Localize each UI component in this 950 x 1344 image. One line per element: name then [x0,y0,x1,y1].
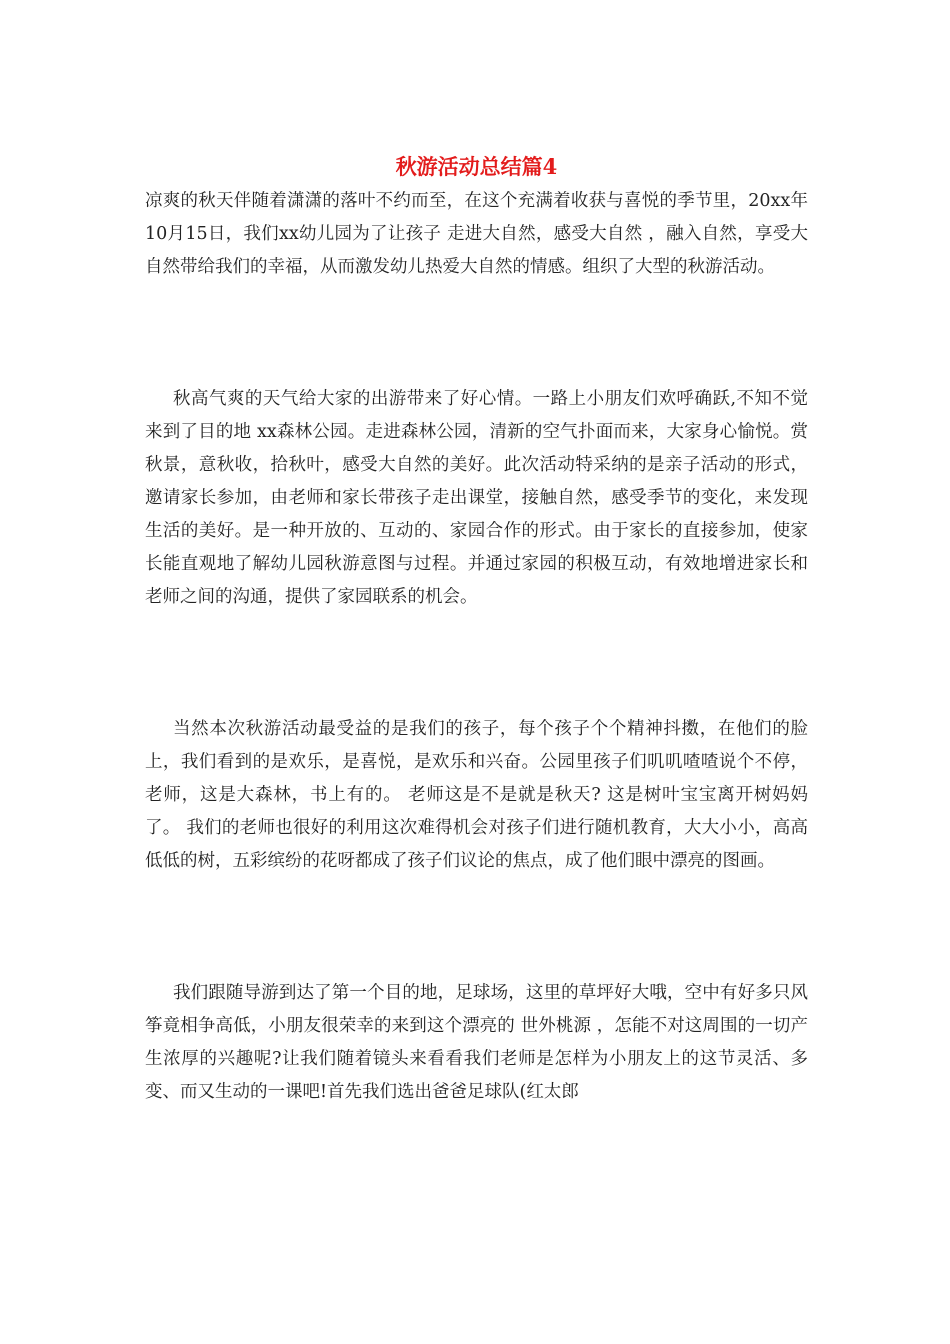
paragraph-2: 秋高气爽的天气给大家的出游带来了好心情。一路上小朋友们欢呼确跃,不知不觉来到了目的地 xx森林公园。走进森林公园，清新的空气扑面而来，大家身心愉悦。赏秋景，意秋收，拾秋叶，感受大自然的美好。此次活动特采纳的是亲子活动的形式，邀请家长参加，由老师和家长带孩子走出课堂，接触自然，感受季节的变化，来发现生活的美好。是一种开放的、互动的、家园合作的形式。由于家长的直接参加，使家长能直观地了解幼儿园秋游意图与过程。并通过家园的积极互动，有效地增进家长和老师之间的沟通，提供了家园联系的机会。 [145,389,808,607]
paragraph-spacer [145,878,808,977]
paragraph-1: 凉爽的秋天伴随着潇潇的落叶不约而至，在这个充满着收获与喜悦的季节里，20xx年10月15日，我们xx幼儿园为了让孩子 走进大自然，感受大自然 ，融入自然，享受大自然带给我们的幸福，从而激发幼儿热爱大自然的情感。组织了大型的秋游活动。 [145,191,808,277]
paragraph-spacer [145,284,808,383]
document-page [145,152,808,1109]
document-title: 秋游活动总结篇4 [395,154,558,179]
paragraph-spacer [145,614,808,713]
paragraph-3: 当然本次秋游活动最受益的是我们的孩子，每个孩子个个精神抖擞，在他们的脸上，我们看到的是欢乐，是喜悦，是欢乐和兴奋。公园里孩子们叽叽喳喳说个不停， 老师，这是大森林，书上有的。 老师这是不是就是秋天? 这是树叶宝宝离开树妈妈了。 我们的老师也很好的利用这次难得机会对孩子们进行随机教育，大大小小，高高低低的树，五彩缤纷的花呀都成了孩子们议论的焦点，成了他们眼中漂亮的图画。 [145,719,808,871]
paragraph-4: 我们跟随导游到达了第一个目的地，足球场，这里的草坪好大哦，空中有好多只风筝竟相争高低，小朋友很荣幸的来到这个漂亮的 世外桃源 ，怎能不对这周围的一切产生浓厚的兴趣呢?让我们随着镜头来看看我们老师是怎样为小朋友上的这节灵活、多变、而又生动的一课吧!首先我们选出爸爸足球队(红太郎 [145,983,808,1102]
